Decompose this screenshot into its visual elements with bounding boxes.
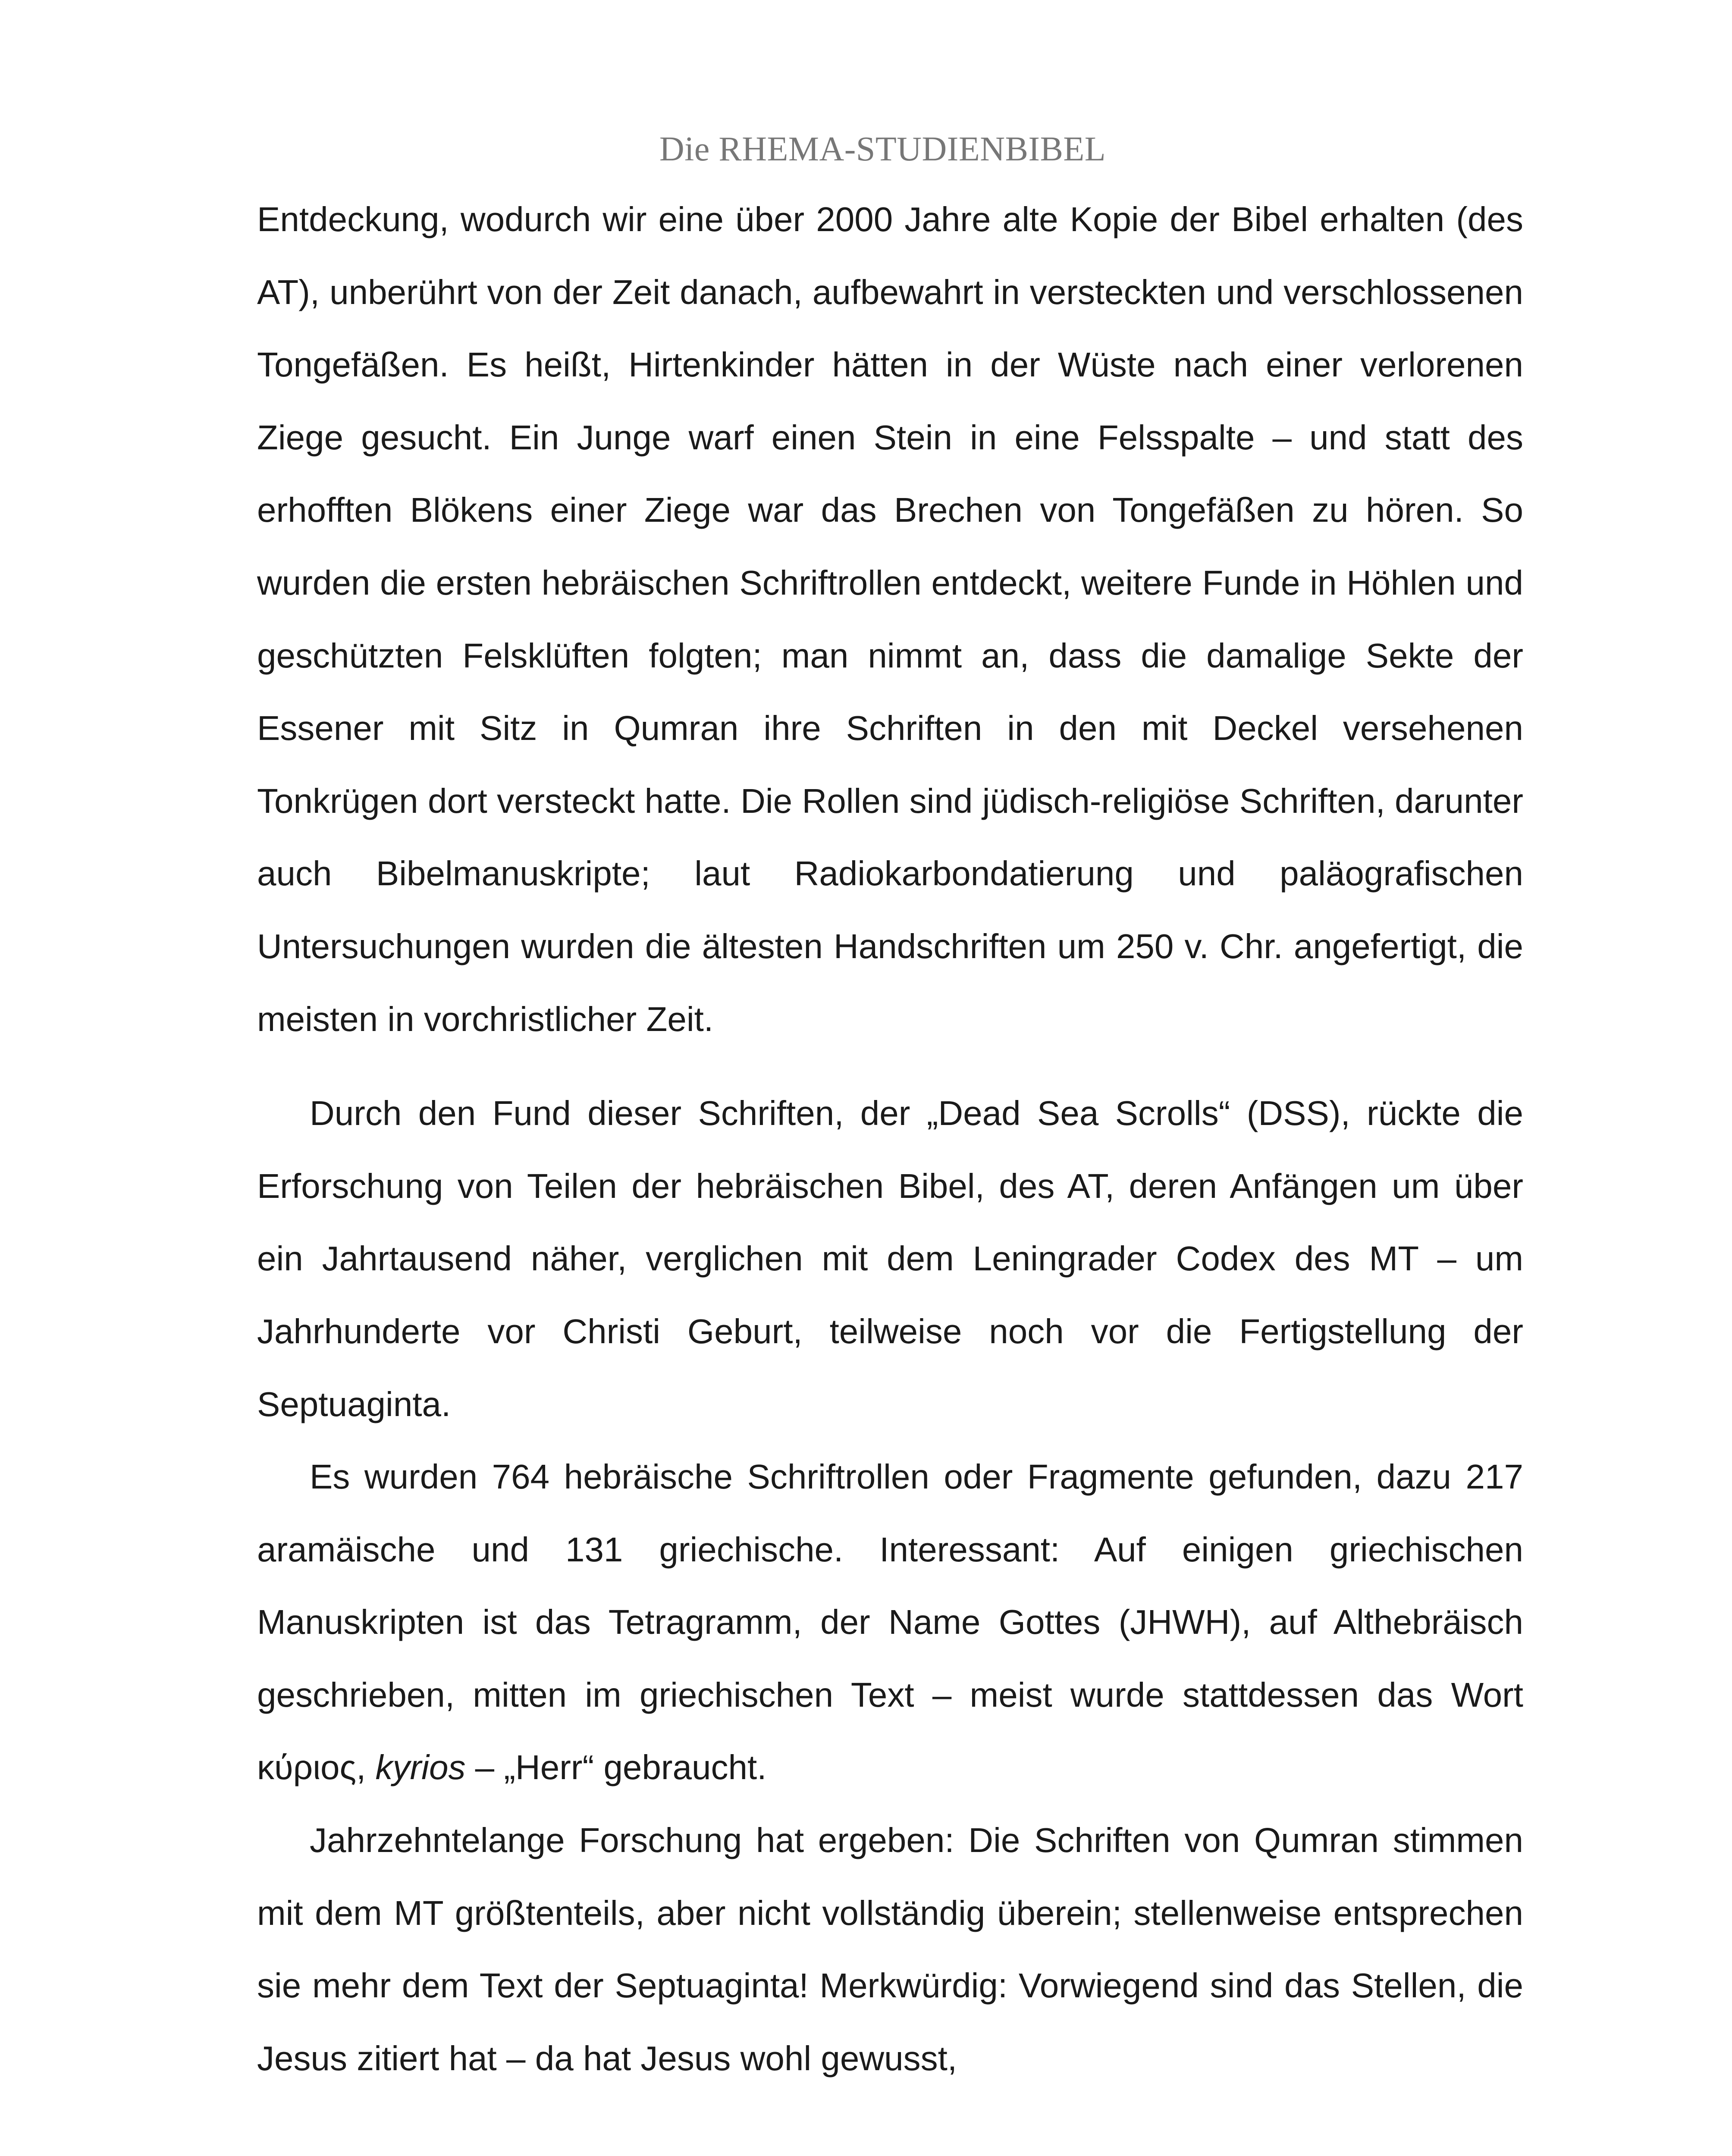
paragraph-3-text-before: Es wurden 764 hebräische Schriftrollen oder Fragmente gefunden, dazu 217 aramäische und 131 griechische. Interessant: Auf einigen griechischen Manuskripten ist das Tetragramm, der Name Gottes (JHWH), auf Althebräisch geschrieben, mitten im griechischen Text – meist wurde stattdessen das Wort κύριος,: [257, 1457, 1523, 1787]
paragraph-3-text-after: – „Herr“ gebraucht.: [465, 1748, 767, 1787]
paragraph-3-italic-term: kyrios: [375, 1748, 466, 1787]
paragraph-3: [257, 1441, 1523, 1804]
paragraph-4: Jahrzehntelange Forschung hat ergeben: Die Schriften von Qumran stimmen mit dem MT größtenteils, aber nicht vollständig überein; stellenweise entsprechen sie mehr dem Text der Septuaginta! Merkwürdig: Vorwiegend sind das Stellen, die Jesus zitiert hat – da hat Jesus wohl gewusst,: [257, 1821, 1523, 2078]
paragraph-1: Entdeckung, wodurch wir eine über 2000 Jahre alte Kopie der Bibel erhalten (des AT), unberührt von der Zeit danach, aufbewahrt in versteckten und verschlossenen Tongefäßen. Es heißt, Hirtenkinder hätten in der Wüste nach einer verlorenen Ziege gesucht. Ein Junge warf einen Stein in eine Felsspalte – und statt des erhofften Blökens einer Ziege war das Brechen von Tongefäßen zu hören. So wurden die ersten hebräischen Schriftrollen entdeckt, weitere Funde in Höhlen und geschützten Felsklüften folgten; man nimmt an, dass die damalige Sekte der Essener mit Sitz in Qumran ihre Schriften in den mit Deckel versehenen Tonkrügen dort versteckt hatte. Die Rollen sind jüdisch-religiöse Schriften, darunter auch Bibelmanuskripte; laut Radiokarbondatierung und paläografischen Untersuchungen wurden die ältesten Handschriften um 250 v. Chr. angefertigt, die meisten in vorchristlicher Zeit.: [257, 200, 1523, 1038]
paragraph-2: Durch den Fund dieser Schriften, der „Dead Sea Scrolls“ (DSS), rückte die Erforschung von Teilen der hebräischen Bibel, des AT, deren Anfängen um über ein Jahrtausend näher, verglichen mit dem Leningrader Codex des MT – um Jahrhunderte vor Christi Geburt, teilweise noch vor die Fertigstellung der Septuaginta.: [257, 1094, 1523, 1423]
body-text: [257, 183, 1523, 2095]
running-header-title: Die RHEMA-STUDIENBIBEL: [659, 130, 1106, 168]
